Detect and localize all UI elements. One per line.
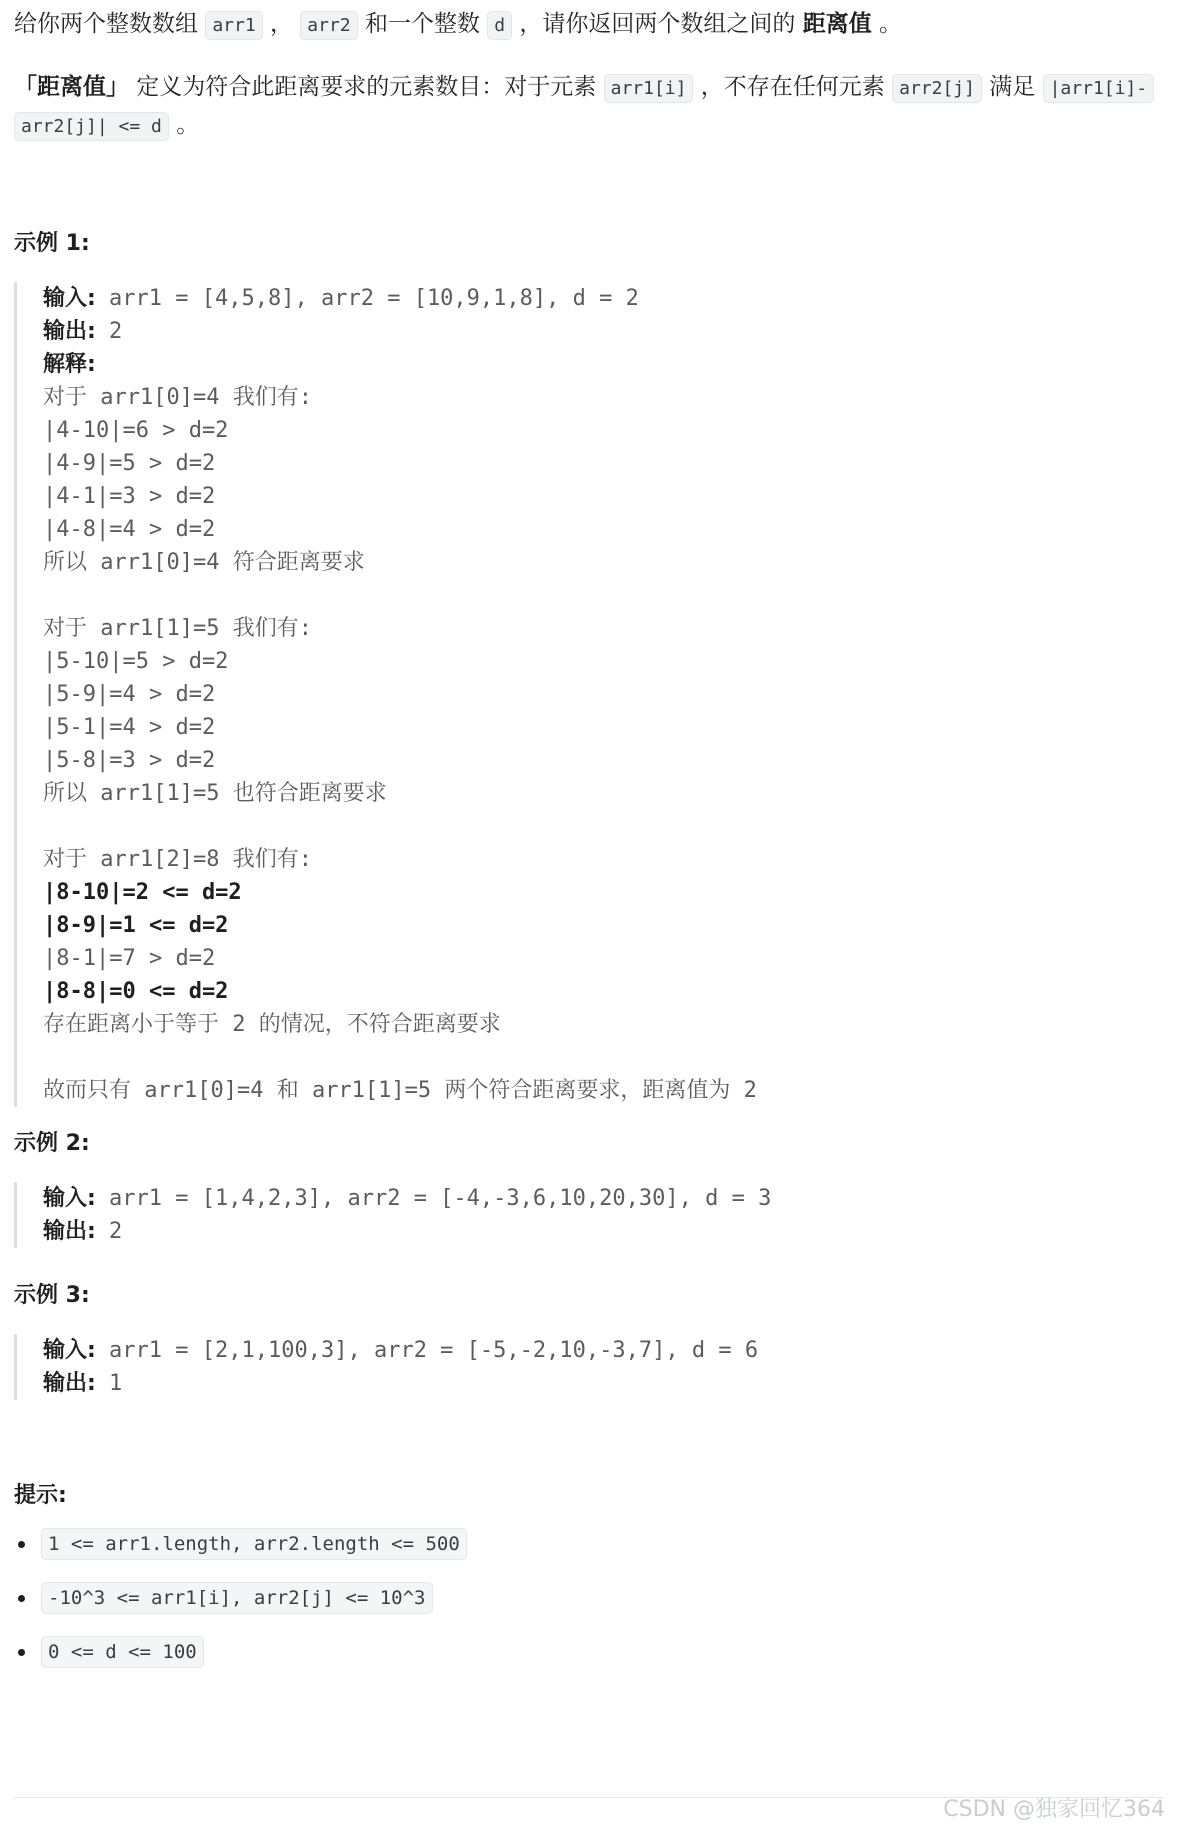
example-line — [43, 513, 1164, 546]
inline-code: arr2[j] — [892, 74, 982, 103]
example-line — [43, 876, 1164, 909]
definition-term: 「距离值」 — [14, 74, 129, 100]
intro-text: 满足 — [981, 74, 1043, 100]
bullet-icon — [18, 1649, 25, 1656]
example-line-text: |5-9|=4 > d=2 — [43, 682, 216, 707]
intro-text: 给你两个整数数组 — [14, 11, 206, 37]
example-line — [43, 1367, 1164, 1400]
example-line — [43, 744, 1164, 777]
example-line-label: 输入: — [43, 286, 96, 311]
example-line — [43, 711, 1164, 744]
example-line-text: 存在距离小于等于 2 的情况，不符合距离要求 — [43, 1012, 501, 1037]
hint-item — [14, 1527, 467, 1561]
example-line-text: |5-8|=3 > d=2 — [43, 748, 216, 773]
example-line-text: |5-10|=5 > d=2 — [43, 649, 229, 674]
hint-code: 0 <= d <= 100 — [41, 1636, 204, 1668]
example-line — [43, 282, 1164, 315]
example-line-text: 所以 arr1[0]=4 符合距离要求 — [43, 550, 365, 575]
example-line — [43, 1041, 1164, 1074]
hint-code: 1 <= arr1.length, arr2.length <= 500 — [41, 1528, 467, 1560]
example-line-text: arr1 = [1,4,2,3], arr2 = [-4,-3,6,10,20,30], d = 3 — [95, 1186, 772, 1211]
watermark: CSDN @独家回忆364 — [943, 1797, 1165, 1822]
intro-text: 和一个整数 — [357, 11, 488, 37]
example-line — [43, 1334, 1164, 1367]
intro-bold-term: 距离值 — [802, 11, 872, 37]
intro-paragraph-1 — [14, 6, 1164, 44]
hint-item — [14, 1635, 204, 1669]
example-3-title: 示例 3: — [14, 1283, 90, 1308]
inline-code: arr2[j]| <= d — [14, 112, 169, 141]
hint-item — [14, 1581, 433, 1615]
example-line — [43, 975, 1164, 1008]
intro-text: 。 — [168, 112, 200, 138]
example-1-block — [14, 282, 1164, 1107]
example-line-text: |4-9|=5 > d=2 — [43, 451, 216, 476]
example-line — [43, 942, 1164, 975]
intro-text: 。 — [871, 11, 903, 37]
example-line — [43, 1074, 1164, 1107]
bullet-icon — [18, 1595, 25, 1602]
example-line — [43, 414, 1164, 447]
intro-text: 定义为符合此距离要求的元素数目：对于元素 — [129, 74, 604, 100]
example-line-text: |4-8|=4 > d=2 — [43, 517, 216, 542]
example-line — [43, 909, 1164, 942]
example-line-text: 2 — [95, 1219, 123, 1244]
example-line-text: |5-1|=4 > d=2 — [43, 715, 216, 740]
intro-text: ，不存在任何元素 — [693, 74, 893, 100]
example-line-text: 1 — [95, 1371, 123, 1396]
example-line-text: |4-1|=3 > d=2 — [43, 484, 216, 509]
intro-paragraph-2 — [14, 69, 1164, 145]
example-line-text: 对于 arr1[2]=8 我们有: — [43, 847, 312, 872]
example-line-label: 输出: — [43, 1219, 96, 1244]
example-2-title: 示例 2: — [14, 1131, 90, 1156]
example-line-label: 输入: — [43, 1186, 96, 1211]
example-3-block — [14, 1334, 1164, 1400]
example-line — [43, 480, 1164, 513]
example-line-label: 解释: — [43, 352, 96, 377]
example-line — [43, 645, 1164, 678]
example-line — [43, 810, 1164, 843]
inline-code: arr1 — [205, 11, 262, 40]
example-line — [43, 546, 1164, 579]
inline-code: |arr1[i]- — [1043, 74, 1155, 103]
example-line-text: 对于 arr1[0]=4 我们有: — [43, 385, 312, 410]
example-line-text: 所以 arr1[1]=5 也符合距离要求 — [43, 781, 387, 806]
example-line-text: arr1 = [2,1,100,3], arr2 = [-5,-2,10,-3,7], d = 6 — [95, 1338, 759, 1363]
example-line-text: |8-8|=0 <= d=2 — [43, 979, 229, 1004]
example-line — [43, 381, 1164, 414]
intro-text: ， — [262, 11, 301, 37]
hint-code: -10^3 <= arr1[i], arr2[j] <= 10^3 — [41, 1582, 433, 1614]
example-line — [43, 348, 1164, 381]
example-line — [43, 612, 1164, 645]
inline-code: arr1[i] — [604, 74, 694, 103]
example-line-text: 对于 arr1[1]=5 我们有: — [43, 616, 312, 641]
example-line — [43, 1008, 1164, 1041]
example-line-text: |4-10|=6 > d=2 — [43, 418, 229, 443]
example-1-title: 示例 1: — [14, 231, 90, 256]
example-line-label: 输入: — [43, 1338, 96, 1363]
example-line-label: 输出: — [43, 1371, 96, 1396]
example-line — [43, 843, 1164, 876]
bullet-icon — [18, 1541, 25, 1548]
example-line-text: |8-9|=1 <= d=2 — [43, 913, 229, 938]
example-line — [43, 1182, 1164, 1215]
example-line — [43, 315, 1164, 348]
example-line — [43, 447, 1164, 480]
inline-code: arr2 — [300, 11, 357, 40]
example-line — [43, 579, 1164, 612]
example-line — [43, 777, 1164, 810]
example-line-text: |8-10|=2 <= d=2 — [43, 880, 242, 905]
example-line — [43, 678, 1164, 711]
example-line-text: 2 — [95, 319, 123, 344]
example-line-text: |8-1|=7 > d=2 — [43, 946, 216, 971]
inline-code: d — [487, 11, 512, 40]
hints-title: 提示: — [14, 1483, 67, 1508]
example-line-text: 故而只有 arr1[0]=4 和 arr1[1]=5 两个符合距离要求，距离值为 2 — [43, 1078, 757, 1103]
intro-text: ，请你返回两个数组之间的 — [512, 11, 803, 37]
example-line — [43, 1215, 1164, 1248]
example-2-block — [14, 1182, 1164, 1248]
example-line-label: 输出: — [43, 319, 96, 344]
example-line-text: arr1 = [4,5,8], arr2 = [10,9,1,8], d = 2 — [95, 286, 639, 311]
